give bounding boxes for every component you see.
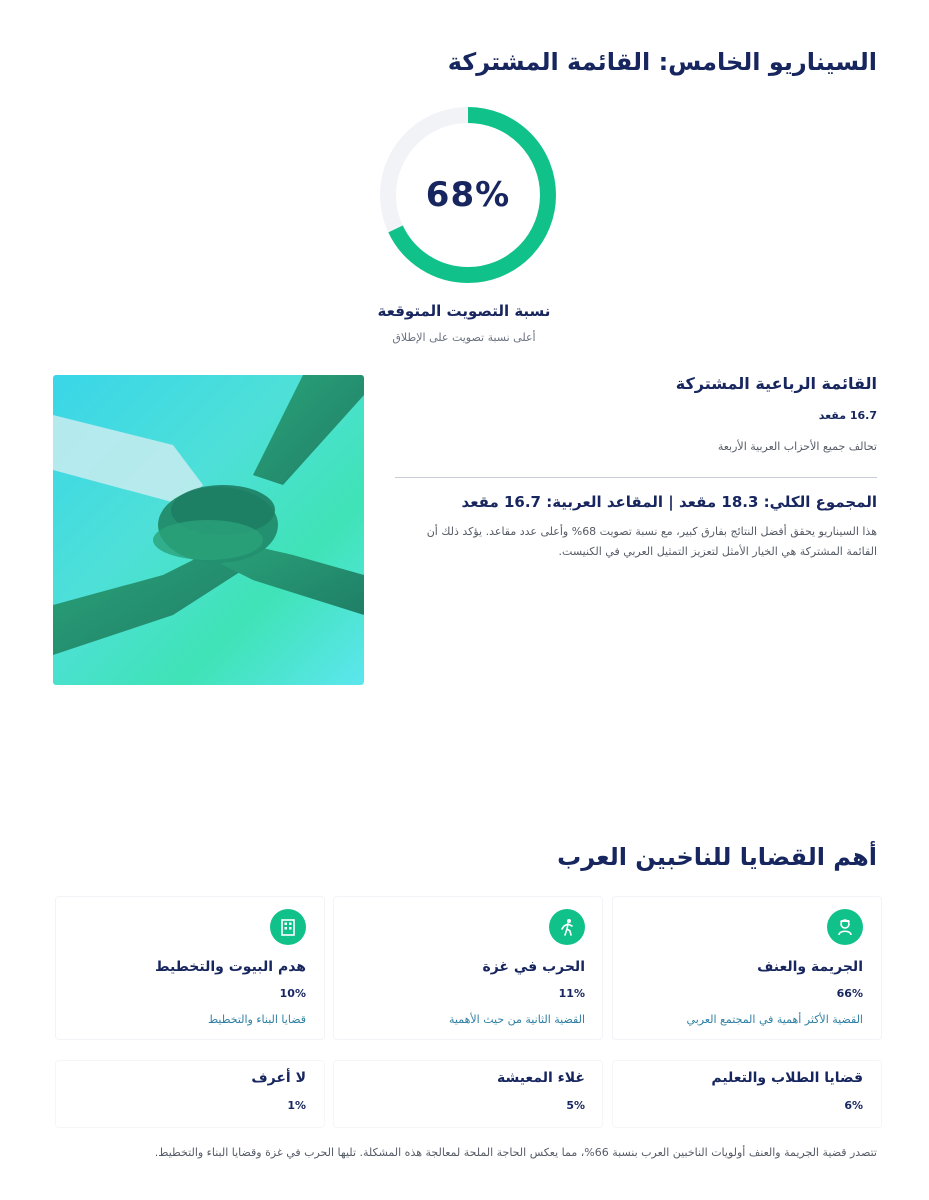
list-seats: 16.7 مقعد (818, 409, 877, 422)
building-icon (270, 909, 306, 945)
turnout-label: نسبة التصويت المتوقعة (377, 302, 551, 320)
issue-percent: 6% (844, 1099, 863, 1112)
issue-title: الجريمة والعنف (757, 959, 863, 975)
scenario-summary: هذا السيناريو يحقق أفضل النتائج بفارق كبير، مع نسبة تصويت 68% وأعلى عدد مقاعد. يؤكد ذلك أن القائمة المشتركة هي الخيار الأمثل لتعزيز التمثيل العربي في الكنيست. (426, 525, 877, 558)
issue-card-demolition (46, 909, 306, 1039)
issue-percent: 11% (558, 987, 585, 1000)
turnout-gauge (373, 100, 563, 290)
list-description: تحالف جميع الأحزاب العربية الأربعة (717, 440, 877, 453)
issue-percent: 1% (287, 1099, 306, 1112)
issue-card-dont-know (46, 1070, 306, 1120)
issue-percent: 10% (279, 987, 306, 1000)
issue-title: لا أعرف (251, 1070, 306, 1086)
issue-card-gaza-war (325, 909, 585, 1039)
police-officer-icon (827, 909, 863, 945)
issue-description: قضايا البناء والتخطيط (207, 1013, 306, 1026)
issue-percent: 66% (836, 987, 863, 1000)
issue-percent: 5% (566, 1099, 585, 1112)
issue-card-cost-of-living (325, 1070, 585, 1120)
running-person-icon (549, 909, 585, 945)
issue-title: الحرب في غزة (482, 959, 585, 975)
divider (395, 477, 877, 478)
issues-title: أهم القضايا للناخبين العرب (557, 843, 877, 871)
issue-card-crime (603, 909, 863, 1039)
issues-footnote: تتصدر قضية الجريمة والعنف أولويات الناخبين العرب بنسبة 66%، مما يعكس الحاجة الملحة لمعالجة هذه المشكلة. تليها الحرب في غزة وقضايا البناء والتخطيط. (154, 1146, 877, 1159)
scenario-title: السيناريو الخامس: القائمة المشتركة (447, 48, 877, 76)
issue-title: قضايا الطلاب والتعليم (711, 1070, 863, 1086)
turnout-sublabel: أعلى نسبة تصويت على الإطلاق (392, 331, 536, 344)
issue-card-education (603, 1070, 863, 1120)
list-name: القائمة الرباعية المشتركة (675, 374, 877, 393)
issue-description: القضية الأكثر أهمية في المجتمع العربي (686, 1013, 863, 1026)
totals-line: المجموع الكلي: 18.3 مقعد | المقاعد العربية: 16.7 مقعد (461, 493, 877, 511)
joined-hands-image (53, 375, 364, 685)
issue-title: غلاء المعيشة (496, 1070, 585, 1086)
issue-description: القضية الثانية من حيث الأهمية (449, 1013, 585, 1026)
turnout-gauge-value: 68% (425, 175, 511, 215)
issue-title: هدم البيوت والتخطيط (154, 959, 306, 975)
